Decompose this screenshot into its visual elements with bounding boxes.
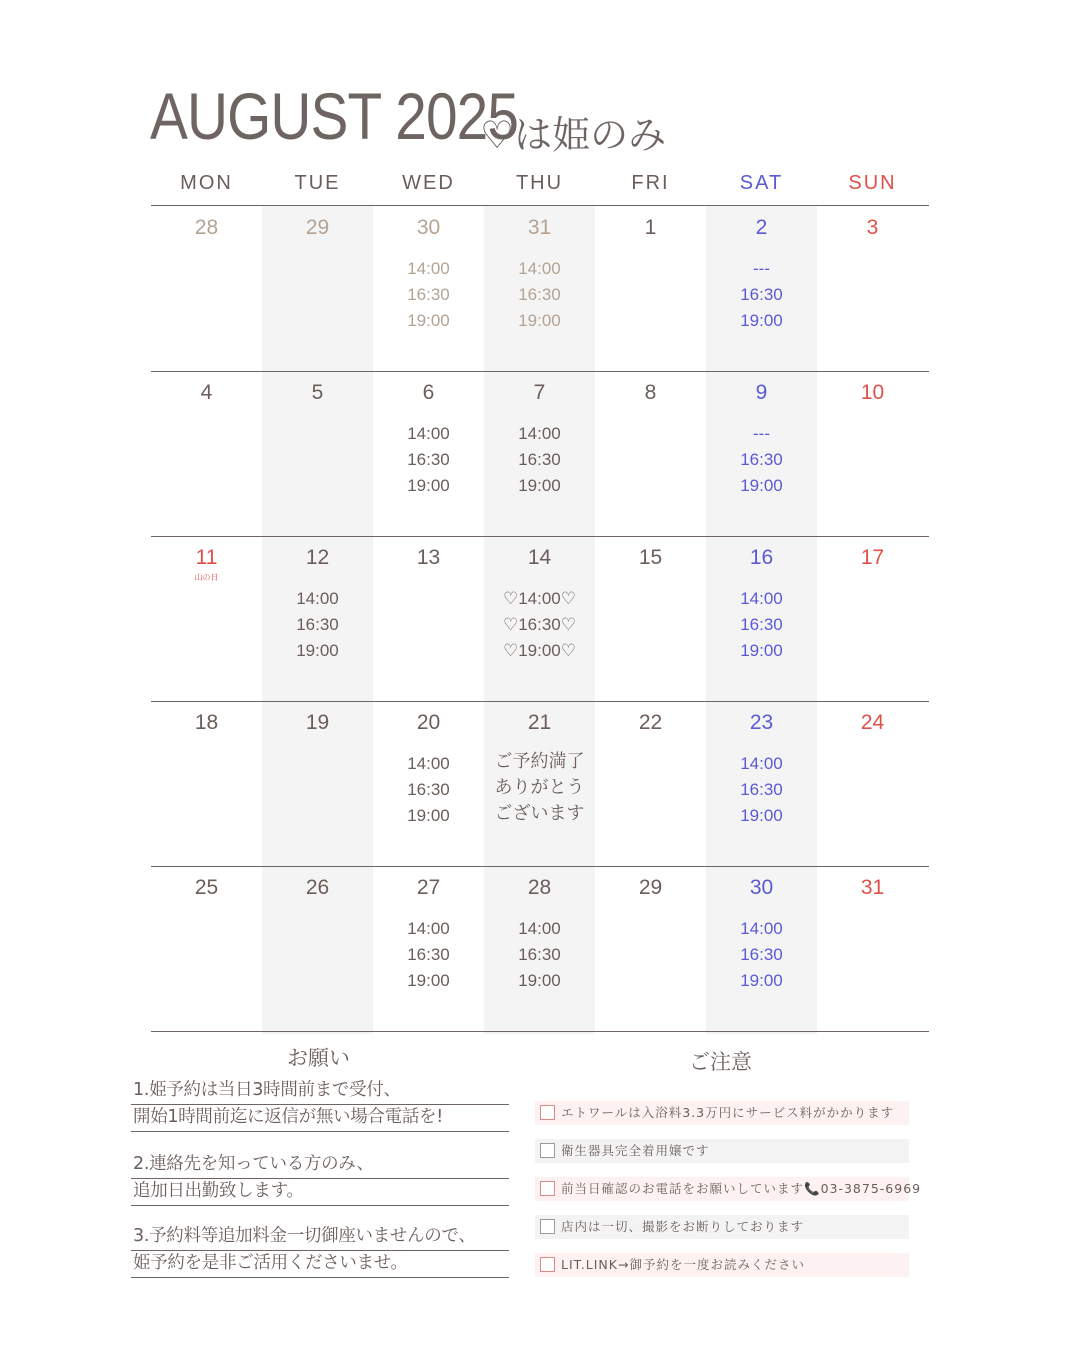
time-slot[interactable]: 19:00 [740, 641, 783, 660]
day-cell[interactable] [262, 206, 373, 371]
note-line: ありがとう [494, 777, 585, 798]
day-number: 27 [416, 876, 441, 899]
day-cell[interactable] [373, 371, 484, 536]
week-row [151, 371, 929, 537]
time-slot[interactable]: 16:30 [407, 945, 450, 964]
request-line: 2.連絡先を知っている方のみ、 [131, 1152, 509, 1179]
time-slot[interactable]: 19:00 [518, 476, 561, 495]
day-number: 20 [416, 711, 441, 734]
day-cell[interactable] [595, 371, 706, 536]
time-slot[interactable]: 14:00 [518, 259, 561, 278]
day-cell[interactable] [151, 866, 262, 1031]
request-line: 3.予約料等追加料金一切御座いませんので、 [131, 1224, 509, 1251]
day-number: 9 [755, 381, 768, 404]
day-cell[interactable] [706, 206, 817, 371]
day-cell[interactable] [373, 206, 484, 371]
day-number: 30 [749, 876, 774, 899]
day-number: 12 [305, 546, 330, 569]
time-slot[interactable]: 16:30 [407, 285, 450, 304]
day-number: 13 [416, 546, 441, 569]
time-slot[interactable]: 16:30 [518, 285, 561, 304]
day-cell[interactable] [484, 371, 595, 536]
day-number: 21 [527, 711, 552, 734]
day-cell[interactable] [817, 206, 928, 371]
time-slots [262, 586, 373, 664]
day-number: 31 [527, 216, 552, 239]
day-number: 22 [638, 711, 663, 734]
day-number: 28 [527, 876, 552, 899]
day-number: 16 [749, 546, 774, 569]
weekday-thu: THU [515, 172, 564, 194]
time-slot[interactable]: 19:00 [740, 806, 783, 825]
day-cell[interactable] [706, 701, 817, 866]
checkbox-icon[interactable] [540, 1105, 555, 1120]
time-slot[interactable]: 19:00 [407, 971, 450, 990]
time-slot[interactable]: 16:30 [740, 780, 783, 799]
notice-text: 前当日確認のお電話をお願いしています📞03-3875-6969 [561, 1181, 922, 1196]
day-cell[interactable] [262, 866, 373, 1031]
day-cell[interactable] [151, 206, 262, 371]
day-cell[interactable] [484, 536, 595, 701]
day-cell[interactable] [817, 371, 928, 536]
time-slots [373, 421, 484, 499]
time-slot[interactable]: 16:30 [518, 450, 561, 469]
time-slot[interactable]: 16:30 [407, 450, 450, 469]
request-item [131, 1078, 509, 1132]
day-cell[interactable] [484, 701, 595, 866]
day-number: 25 [194, 876, 219, 899]
time-slots [484, 916, 595, 994]
day-number: 10 [860, 381, 885, 404]
day-number: 29 [305, 216, 330, 239]
holiday-label: 山の日 [194, 573, 219, 582]
day-cell[interactable] [484, 866, 595, 1031]
calendar-grid [151, 168, 929, 1034]
day-number: 18 [194, 711, 219, 734]
time-slot[interactable]: 19:00 [740, 971, 783, 990]
day-cell[interactable] [595, 701, 706, 866]
time-slot[interactable]: ♡14:00♡ [502, 589, 577, 608]
day-cell[interactable] [595, 536, 706, 701]
time-slots [484, 421, 595, 499]
day-cell[interactable] [373, 866, 484, 1031]
time-slot[interactable]: ♡19:00♡ [502, 641, 577, 660]
weekday-sun: SUN [848, 172, 897, 194]
day-cell[interactable] [373, 701, 484, 866]
time-slot[interactable]: 19:00 [740, 311, 783, 330]
weekday-tue: TUE [294, 172, 341, 194]
day-number: 4 [200, 381, 213, 404]
weekday-fri: FRI [631, 172, 670, 194]
time-slot[interactable]: ♡16:30♡ [502, 615, 577, 634]
day-cell[interactable] [706, 536, 817, 701]
day-number: 14 [527, 546, 552, 569]
time-slot[interactable]: 19:00 [407, 806, 450, 825]
day-number: 3 [866, 216, 879, 239]
week-row [151, 536, 929, 702]
time-slot[interactable]: 14:00 [407, 919, 450, 938]
day-number: 2 [755, 216, 768, 239]
day-number: 17 [860, 546, 885, 569]
time-slots [373, 916, 484, 994]
time-slot[interactable]: 14:00 [740, 589, 783, 608]
request-item [131, 1224, 509, 1278]
day-cell[interactable] [151, 371, 262, 536]
title-note: ♡は姫のみ [480, 113, 667, 157]
time-slot[interactable]: 14:00 [407, 754, 450, 773]
time-slots [373, 751, 484, 829]
notice-item [535, 1139, 909, 1163]
request-line: 1.姫予約は当日3時間前まで受付、 [131, 1078, 509, 1105]
request-line: 開始1時間前迄に返信が無い場合電話を! [131, 1105, 509, 1132]
requests-heading: お願い [287, 1046, 350, 1070]
day-number: 26 [305, 876, 330, 899]
day-cell[interactable] [373, 536, 484, 701]
time-slot[interactable]: 19:00 [296, 641, 339, 660]
notice-text: LIT.LINK→御予約を一度お読みください [561, 1257, 805, 1272]
time-slot[interactable]: --- [753, 424, 770, 443]
notice-item [535, 1215, 909, 1239]
notice-text: 店内は一切、撮影をお断りしております [561, 1219, 805, 1234]
day-cell[interactable] [595, 206, 706, 371]
checkbox-icon[interactable] [540, 1181, 555, 1196]
time-slot[interactable]: 16:30 [407, 780, 450, 799]
checkbox-icon[interactable] [540, 1257, 555, 1272]
day-number: 6 [422, 381, 435, 404]
request-line: 追加日出勤致します。 [131, 1179, 509, 1206]
notice-item [535, 1101, 909, 1125]
day-cell[interactable] [151, 536, 262, 701]
day-cell[interactable] [262, 371, 373, 536]
time-slots [484, 256, 595, 334]
time-slot[interactable]: 14:00 [518, 919, 561, 938]
note-line: ご予約満了 [494, 751, 585, 772]
weekday-header [151, 168, 929, 206]
weekday-sat: SAT [739, 172, 784, 194]
time-slot[interactable]: 19:00 [518, 311, 561, 330]
time-slot[interactable]: --- [753, 259, 770, 278]
notice-item [535, 1177, 922, 1201]
checkbox-icon[interactable] [540, 1143, 555, 1158]
day-cell[interactable] [817, 866, 928, 1031]
time-slots [706, 421, 817, 499]
day-cell[interactable] [484, 206, 595, 371]
week-row [151, 206, 929, 372]
day-cell[interactable] [262, 701, 373, 866]
day-number: 11 [195, 546, 218, 569]
day-number: 15 [638, 546, 663, 569]
week-row [151, 866, 929, 1032]
time-slots [706, 916, 817, 994]
day-cell[interactable] [817, 536, 928, 701]
time-slot[interactable]: 14:00 [740, 754, 783, 773]
weekday-wed: WED [402, 172, 455, 194]
time-slot[interactable]: 16:30 [740, 285, 783, 304]
day-number: 23 [749, 711, 774, 734]
day-cell[interactable] [817, 701, 928, 866]
day-number: 28 [194, 216, 219, 239]
calendar-title [150, 78, 667, 157]
request-line: 姫予約を是非ご活用くださいませ。 [131, 1251, 509, 1278]
day-cell[interactable] [706, 371, 817, 536]
day-number: 19 [305, 711, 330, 734]
checkbox-icon[interactable] [540, 1219, 555, 1234]
time-slot[interactable]: 19:00 [407, 476, 450, 495]
day-number: 8 [644, 381, 657, 404]
time-slot[interactable]: 16:30 [740, 615, 783, 634]
day-number: 30 [416, 216, 441, 239]
time-slot[interactable]: 14:00 [407, 259, 450, 278]
day-number: 1 [644, 216, 657, 239]
time-slots [484, 586, 595, 664]
day-cell[interactable] [262, 536, 373, 701]
notice-item [535, 1253, 909, 1277]
weekday-mon: MON [180, 172, 233, 194]
time-slot[interactable]: 14:00 [740, 919, 783, 938]
time-slots [706, 751, 817, 829]
time-slot[interactable]: 14:00 [407, 424, 450, 443]
time-slot[interactable]: 16:30 [518, 945, 561, 964]
day-cell[interactable] [595, 866, 706, 1031]
notice-text: エトワールは入浴料3.3万円にサービス料がかかります [561, 1105, 895, 1120]
fully-booked-note [484, 749, 595, 827]
time-slot[interactable]: 19:00 [407, 311, 450, 330]
note-line: ございます [494, 803, 585, 824]
day-number: 7 [533, 381, 546, 404]
time-slots [706, 256, 817, 334]
day-cell[interactable] [706, 866, 817, 1031]
request-item [131, 1152, 509, 1206]
time-slot[interactable]: 19:00 [740, 476, 783, 495]
title-month: AUGUST 2025 [150, 79, 519, 153]
day-number: 5 [311, 381, 324, 404]
day-number: 31 [860, 876, 885, 899]
week-row [151, 701, 929, 867]
notice-text: 衛生器具完全着用嬢です [561, 1143, 710, 1158]
time-slot[interactable]: 14:00 [296, 589, 339, 608]
time-slot[interactable]: 14:00 [518, 424, 561, 443]
notices-heading: ご注意 [689, 1050, 752, 1074]
time-slot[interactable]: 16:30 [740, 945, 783, 964]
time-slot[interactable]: 16:30 [740, 450, 783, 469]
day-number: 29 [638, 876, 663, 899]
time-slot[interactable]: 19:00 [518, 971, 561, 990]
time-slots [373, 256, 484, 334]
day-cell[interactable] [151, 701, 262, 866]
day-number: 24 [860, 711, 885, 734]
time-slots [706, 586, 817, 664]
time-slot[interactable]: 16:30 [296, 615, 339, 634]
